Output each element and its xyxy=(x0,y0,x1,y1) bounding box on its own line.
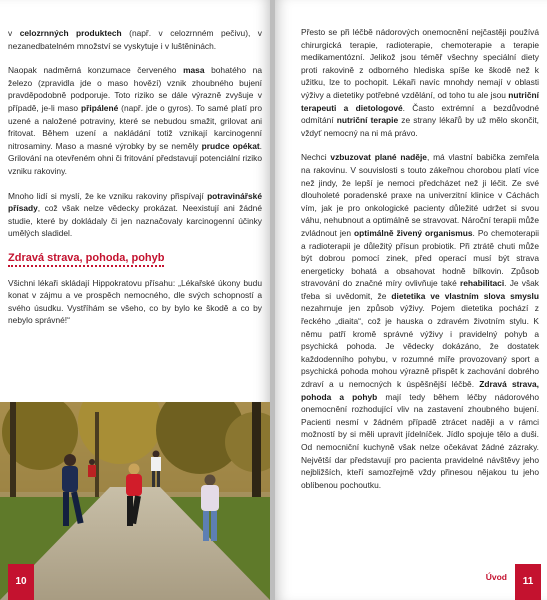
page-number: 10 xyxy=(8,564,34,600)
paragraph: Mnoho lidí si myslí, že ke vzniku rakoviny přispívají potravinářské přísady, což však nelze vědecky prokázat. Neexistují ani žádné studie, které by dokládaly či jen naznačovaly karcinogenní účinky umělých sladidel. xyxy=(8,190,262,239)
paragraph: v celozrnných produktech (např. v celozrnném pečivu), v nezanedbatelném množství se vyskytuje i v luštěninách. xyxy=(8,28,262,51)
section-label: Úvod xyxy=(485,572,507,582)
joggers-photo xyxy=(0,402,270,600)
right-text-column xyxy=(301,26,539,503)
paragraph: Naopak nadměrná konzumace červeného masa bohatého na železo (zpravidla jde o maso hovězí) vznik zhoubného bujení pravděpodobně podporuje. Toto riziko se dále výrazně zvyšuje v případě, je-li maso připálené (např. jde o gyros). To samé platí pro uzené a naložené potraviny, které se nebudou smažit, grilovat ani fritovat. Během uzení a nakládání totiž vznikají karcinogenní nitrosaminy. Maso a masné výrobky by se neměly prudce opékat. Grilování na otevřeném ohni či fritování představují potenciální riziko vzniku rakoviny. xyxy=(8,65,262,176)
left-text-column xyxy=(8,27,262,339)
section-heading: Zdravá strava, pohoda, pohyb xyxy=(8,252,262,265)
paragraph: Nechci vzbuzovat plané naděje, má vlastní babička zemřela na rakovinu. V souvislosti s touto zákeřnou chorobou platí více než jindy, že lepší je nemoci předcházet než ji léčit. Ze své dlouholeté poradenské praxe na univerzitní klinice v Cáchách vím, jak je pro onkologické pacienty důležité udržet si svou váhu, nehubnout a optimálně se stravovat. Nároční terapii může zvládnout jen optimálně živený organismus. Po chemoterapii a radioterapii je důležitý přísun probiotik. Při ztrátě chuti může být dobrou pomocí zinek, před operací musí být strava energeticky bohatá a obsahovat hodně bílkovin. Způsob stravování do značné míry ovlivňuje také rehabilitaci. Je však třeba si uvědomit, že dietetika ve vlastním slova smyslu nezahrnuje jen způsob výživy. Pojem dietetika pochází z řeckého „diaita“, což je hauska o zdravém životním stylu. K němu patří kromě správné výživy i pravidelný pohyb a psychická pohoda. Je vědecky dokázáno, že dostatek každodenního pohybu, v rozumné míře provozovaný sport a psychická pohoda mohou výrazně přispět k zachování dobrého zdraví a u nemocných k úspěšnější léčbě. Zdravá strava, pohoda a pohyb mají tedy během léčby nádorového onemocnění rozhodující vliv na zastavení zhoubného bujení. Pacienti nesmí v žádném případě ztrácet naději a v rámci možností by si měli upravit jídelníček. Jídlo spojuje tělo a duši. Od nemocniční kuchyně však nelze očekávat žádné zázraky. Největší dar představují pro pacienta pravidelné návštěvy jeho nejbližších, kteří samozřejmě vždy přinesou nějakou tu jeho oblíbenou pochoutku. xyxy=(301,152,539,490)
paragraph: Přesto se při léčbě nádorových onemocnění nejčastěji používá chirurgická terapie, radioterapie, chemoterapie a terapie medikamentózní. Jelikož jsou téměř všechny speciální diety proti rakovině z odborného hlediska spíše ke škodě než k užitku, lze to pochopit. Lékaři navíc mnohdy nemají v oblasti výživy a dietetiky potřebné vzdělání, od toho tu ale jsou nutriční terapeuti a dietologové. Často extrémní a bezdůvodné odmítání nutriční terapie ze strany lékařů by už mělo skončit, vždyť nemocný na ni má právo. xyxy=(301,27,539,138)
left-page xyxy=(0,0,270,600)
page-number: 11 xyxy=(515,564,541,600)
paragraph: Všichni lékaři skládají Hippokratovu přísahu: „Lékařské úkony budu konat v zájmu a ve prospěch nemocného, dle svých schopností a svého úsudku. Vystříhám se všeho, co by bylo ke škodě a co by nebylo správné!“ xyxy=(8,277,262,326)
right-page xyxy=(275,0,547,600)
joggers-illustration xyxy=(0,402,270,600)
